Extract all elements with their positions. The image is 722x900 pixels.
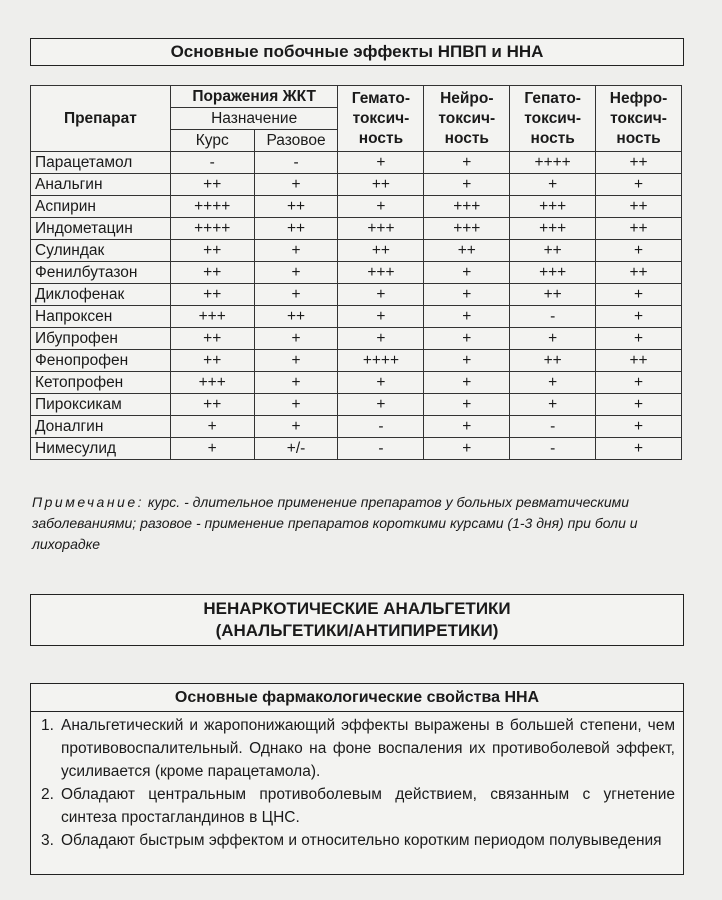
drug-name-cell: Кетопрофен [31,372,171,394]
table-row [31,196,682,218]
drug-name-cell: Парацетамол [31,152,171,174]
course-cell: +++ [170,306,254,328]
neuro-cell: + [424,262,510,284]
course-cell: - [170,152,254,174]
note-text: курс. - длительное применение препаратов у больных ревматическими заболеваниями; разовое - применение препаратов короткими курсами (1-3 дня) при боли и лихорадке [32,494,638,552]
nephro-cell: + [596,174,682,196]
nephro-cell: + [596,372,682,394]
table-row [31,328,682,350]
course-cell: + [170,416,254,438]
nephro-cell: ++ [596,350,682,372]
hepato-cell: ++ [510,240,596,262]
single-cell: + [254,174,338,196]
hemato-cell: + [338,372,424,394]
drug-name-cell: Пироксикам [31,394,171,416]
hemato-cell: + [338,328,424,350]
nephro-cell: ++ [596,218,682,240]
table-row [31,394,682,416]
single-cell: + [254,262,338,284]
note-label: Примечание: [32,494,145,510]
hepato-cell: + [510,372,596,394]
header-purpose: Назначение [170,108,338,130]
item-text: Обладают быстрым эффектом и относительно коротким периодом полувыведения [61,832,662,849]
nephro-cell: + [596,328,682,350]
neuro-cell: +++ [424,196,510,218]
table-row [31,152,682,174]
course-cell: ++++ [170,218,254,240]
nephro-cell: + [596,306,682,328]
course-cell: ++ [170,394,254,416]
neuro-cell: + [424,328,510,350]
single-cell: ++ [254,196,338,218]
table-row [31,372,682,394]
course-cell: ++ [170,284,254,306]
course-cell: ++ [170,262,254,284]
single-cell: + [254,284,338,306]
hemato-cell: ++ [338,174,424,196]
hemato-cell: +++ [338,218,424,240]
properties-list [31,712,683,852]
nephro-cell: + [596,284,682,306]
single-cell: + [254,240,338,262]
neuro-cell: + [424,152,510,174]
item-number: 1. [41,717,54,734]
hepato-cell: +++ [510,218,596,240]
neuro-cell: + [424,372,510,394]
drug-name-cell: Фенопрофен [31,350,171,372]
header-drug: Препарат [31,86,171,152]
table-body [31,152,682,460]
list-item [41,783,675,829]
single-cell: + [254,416,338,438]
single-cell: ++ [254,306,338,328]
single-cell: + [254,350,338,372]
neuro-cell: ++ [424,240,510,262]
item-number: 2. [41,786,54,803]
hepato-cell: + [510,328,596,350]
nephro-cell: + [596,240,682,262]
header-neuro: Нейро- токсич- ность [424,86,510,152]
single-cell: + [254,372,338,394]
nephro-cell: ++ [596,152,682,174]
single-cell: - [254,152,338,174]
hemato-cell: - [338,416,424,438]
hepato-cell: - [510,306,596,328]
single-cell: ++ [254,218,338,240]
table-note [32,492,684,555]
hepato-cell: + [510,394,596,416]
item-number: 3. [41,832,54,849]
course-cell: ++ [170,240,254,262]
table-row [31,284,682,306]
table-row [31,262,682,284]
hepato-cell: - [510,438,596,460]
neuro-cell: + [424,438,510,460]
hemato-cell: +++ [338,262,424,284]
nephro-cell: + [596,438,682,460]
neuro-cell: + [424,306,510,328]
header-hemato: Гемато- токсич- ность [338,86,424,152]
drug-name-cell: Напроксен [31,306,171,328]
properties-box [30,683,684,875]
item-text: Анальгетический и жаропонижающий эффекты выражены в большей степени, чем противовоспалительный. Однако на фоне воспаления их противоболевой эффект, усиливается (кроме парацетамола). [61,717,675,780]
single-cell: + [254,328,338,350]
hepato-cell: ++ [510,350,596,372]
drug-name-cell: Доналгин [31,416,171,438]
nephro-cell: + [596,416,682,438]
table-row [31,218,682,240]
header-hepato: Гепато- токсич- ность [510,86,596,152]
single-cell: + [254,394,338,416]
course-cell: +++ [170,372,254,394]
table-row [31,416,682,438]
section-title [30,594,684,646]
hepato-cell: +++ [510,262,596,284]
header-single: Разовое [254,130,338,152]
single-cell: +/- [254,438,338,460]
header-gi: Поражения ЖКТ [170,86,338,108]
nephro-cell: ++ [596,262,682,284]
hemato-cell: - [338,438,424,460]
table-header-row [31,86,682,108]
header-course: Курс [170,130,254,152]
drug-name-cell: Сулиндак [31,240,171,262]
drug-name-cell: Анальгин [31,174,171,196]
neuro-cell: + [424,416,510,438]
hepato-cell: ++ [510,284,596,306]
hemato-cell: + [338,284,424,306]
course-cell: ++ [170,328,254,350]
table-row [31,306,682,328]
drug-name-cell: Аспирин [31,196,171,218]
hemato-cell: ++++ [338,350,424,372]
hemato-cell: + [338,394,424,416]
hemato-cell: + [338,306,424,328]
course-cell: + [170,438,254,460]
neuro-cell: +++ [424,218,510,240]
section-title-line-2: (АНАЛЬГЕТИКИ/АНТИПИРЕТИКИ) [215,621,499,640]
course-cell: ++ [170,350,254,372]
header-nephro: Нефро- токсич- ность [596,86,682,152]
table-row [31,240,682,262]
neuro-cell: + [424,350,510,372]
hemato-cell: + [338,196,424,218]
table-row [31,350,682,372]
course-cell: ++++ [170,196,254,218]
hemato-cell: ++ [338,240,424,262]
hepato-cell: - [510,416,596,438]
table-title: Основные побочные эффекты НПВП и ННА [30,38,684,66]
neuro-cell: + [424,394,510,416]
drug-name-cell: Диклофенак [31,284,171,306]
table-row [31,438,682,460]
neuro-cell: + [424,284,510,306]
drug-name-cell: Нимесулид [31,438,171,460]
side-effects-table [30,85,682,460]
item-text: Обладают центральным противоболевым действием, связанным с угнетение синтеза простагландинов в ЦНС. [61,786,675,826]
list-item [41,829,675,852]
list-item [41,714,675,783]
hepato-cell: ++++ [510,152,596,174]
hepato-cell: + [510,174,596,196]
drug-name-cell: Индометацин [31,218,171,240]
hemato-cell: + [338,152,424,174]
table-row [31,174,682,196]
drug-name-cell: Ибупрофен [31,328,171,350]
course-cell: ++ [170,174,254,196]
drug-name-cell: Фенилбутазон [31,262,171,284]
nephro-cell: ++ [596,196,682,218]
hepato-cell: +++ [510,196,596,218]
section-title-line-1: НЕНАРКОТИЧЕСКИЕ АНАЛЬГЕТИКИ [203,599,511,618]
neuro-cell: + [424,174,510,196]
nephro-cell: + [596,394,682,416]
properties-title: Основные фармакологические свойства ННА [31,684,683,712]
